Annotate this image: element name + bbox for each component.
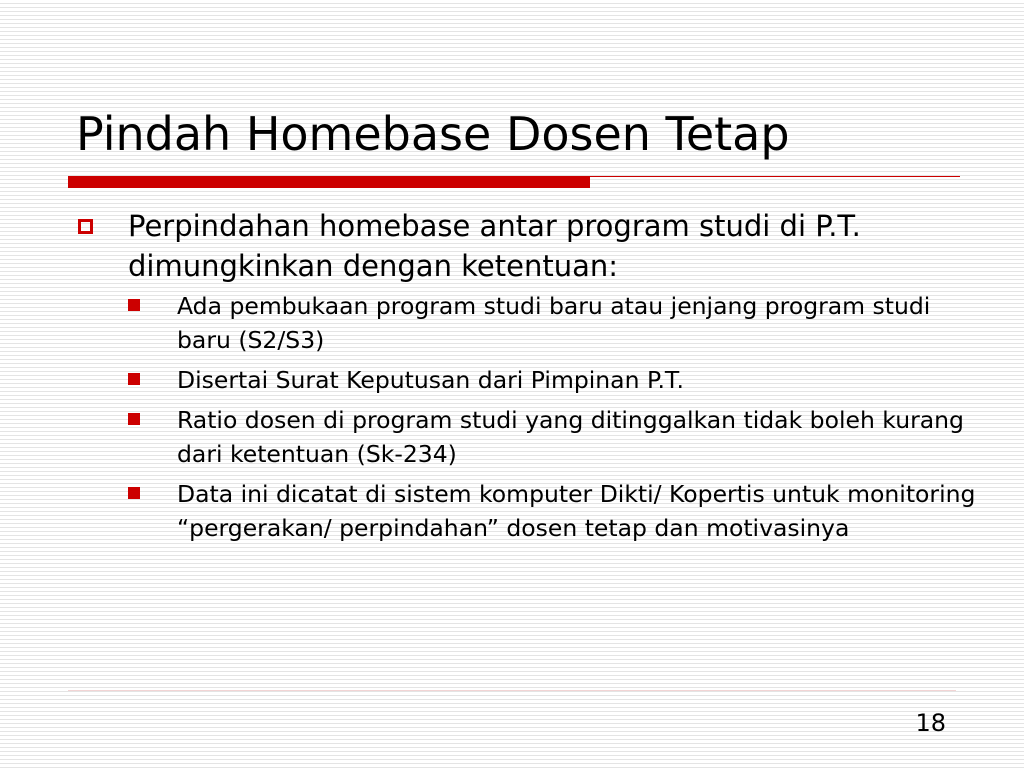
slide-content	[78, 206, 978, 551]
sub-bullet-text: Ada pembukaan program studi baru atau jenjang program studi baru (S2/S3)	[177, 292, 931, 354]
sub-bullet-text: Data ini dicatat di sistem komputer Dikti/ Kopertis untuk monitoring “pergerakan/ perpindahan” dosen tetap dan motivasinya	[177, 480, 976, 542]
sub-bullet-text: Disertai Surat Keputusan dari Pimpinan P.T.	[177, 366, 684, 394]
filled-square-bullet-icon	[128, 487, 140, 499]
footer-divider	[68, 690, 956, 691]
slide-title: Pindah Homebase Dosen Tetap	[76, 107, 790, 161]
filled-square-bullet-icon	[128, 299, 140, 311]
hollow-square-bullet-icon	[78, 219, 93, 234]
title-underline-thin	[590, 176, 960, 177]
bullet-text: Perpindahan homebase antar program studi di P.T. dimungkinkan dengan ketentuan:	[128, 209, 861, 283]
sub-bullet-item	[128, 363, 978, 397]
bullet-item	[78, 206, 978, 286]
sub-bullet-item	[128, 289, 978, 357]
sub-bullet-item	[128, 477, 978, 545]
sub-bullet-list	[78, 289, 978, 545]
sub-bullet-text: Ratio dosen di program studi yang ditinggalkan tidak boleh kurang dari ketentuan (Sk-234)	[177, 406, 964, 468]
slide-number: 18	[915, 709, 946, 737]
filled-square-bullet-icon	[128, 413, 140, 425]
sub-bullet-item	[128, 403, 978, 471]
filled-square-bullet-icon	[128, 373, 140, 385]
title-underline-thick	[68, 176, 590, 188]
